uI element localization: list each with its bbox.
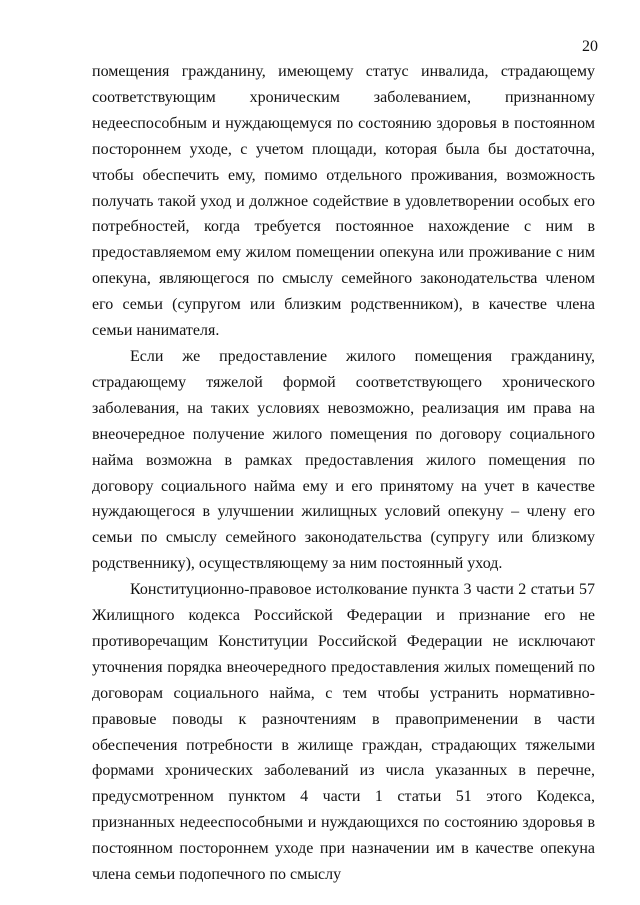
document-body — [92, 59, 595, 888]
paragraph-continuation: помещения гражданину, имеющему статус инвалида, страдающему соответствующим хроническим заболеванием, признанному недееспособным и нуждающемуся по состоянию здоровья в постоянном постороннем уходе, с учетом площади, которая была бы достаточна, чтобы обеспечить ему, помимо отдельного проживания, возможность получать такой уход и должное содействие в удовлетворении особых его потребностей, когда требуется постоянное нахождение с ним в предоставляемом ему жилом помещении опекуна или проживание с ним опекуна, являющегося по смыслу семейного законодательства членом его семьи (супругом или близким родственником), в качестве члена семьи нанимателя. — [92, 63, 595, 340]
paragraph-alternative-provision: Если же предоставление жилого помещения гражданину, страдающему тяжелой формой соответствующего хронического заболевания, на таких условиях невозможно, реализация им права на внеочередное получение жилого помещения по договору социального найма возможна в рамках предоставления жилого помещения по договору социального найма ему и его принятому на учет в качестве нуждающегося в улучшении жилищных условий опекуну – члену его семьи по смыслу семейного законодательства (супругу или близкому родственнику), осуществляющему за ним постоянный уход. — [92, 347, 595, 573]
page-number: 20 — [582, 38, 598, 55]
paragraph-constitutional-interpretation: Конституционно-правовое истолкование пункта 3 части 2 статьи 57 Жилищного кодекса Российской Федерации и признание его не противоречащим Конституции Российской Федерации не исключают уточнения порядка внеочередного предоставления жилых помещений по договорам социального найма, с тем чтобы устранить нормативно-правовые поводы к разночтениям в правоприменении в части обеспечения потребности в жилище граждан, страдающих тяжелыми формами хронических заболеваний из числа указанных в перечне, предусмотренном пунктом 4 части 1 статьи 51 этого Кодекса, признанных недееспособными и нуждающихся по состоянию здоровья в постоянном постороннем уходе при назначении им в качестве опекуна члена семьи подопечного по смыслу — [92, 581, 595, 884]
